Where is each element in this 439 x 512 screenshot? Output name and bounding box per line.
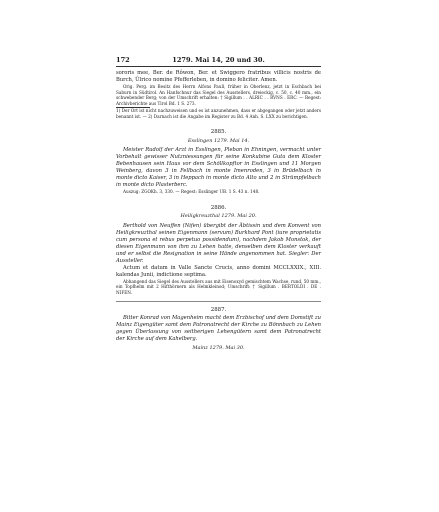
footnotes: 1) Der Ort ist nicht nachzuweisen und es ist anzunehmen, dass er abgegangen oder jetzt anders benannt ist. — 2) Darnach ist die Angabe im Register zu Bd. 4 Anh. S. LXX zu berichtigen. bbox=[116, 108, 321, 119]
page-number: 172 bbox=[116, 56, 130, 64]
entry-summary: Berthold von Neuffen (Nifen) übergibt der Äbtissin und dem Konvent von Heiligkreuzthal seinen Eigenmann (servum) Burkhard Pont (iure proprietatis cum persona et rebus perpetuo possidendum), nachdem Jakob Monstok, der diesen Eigenmann von ihm zu Lehen hatte, denselben dem Kloster verkauft und er selbst die Resignation in seine Hände angenommen hat. Siegler: Der Aussteller. bbox=[116, 222, 321, 264]
entry-text: Actum et datum in Valle Sancte Crucis, anno domini MCCLXXIX., XIII. kalendas Junii, indictione septima. bbox=[116, 264, 321, 278]
continued-charter-text: sororis mee, Ber. de Rôwon, Ber. et Swiggero fratribus villicis nostris de Burch, Ûlrico nomine Pfefferleben, in domino feliciter. Amen. bbox=[116, 70, 321, 83]
archival-note: Orig. Perg. im Besitz des Herrn Alfons Paull, früher in Oberlenz, jetzt in Eschbach bei Saburn in Südtirol. An Hanfschnur das Siegel des Ausstellers, dreieckig, c. 50, c. 40 mm., ein schwebender Berg; von der Umschrift erhalten: † Sigillum . . ALRIC . . RVNS . ERC. — Regest: Archivberichte aus Tirol Bd. 1 S. 273. bbox=[116, 84, 321, 106]
entry-number: 2885. bbox=[210, 129, 227, 135]
section-divider bbox=[116, 301, 321, 302]
entry-dateline: Heiligkreuzthal 1279. Mai 20. bbox=[180, 213, 257, 219]
running-title: 1279. Mai 14, 20 und 30. bbox=[172, 56, 265, 64]
entry-dateline: Mainz 1279. Mai 30. bbox=[192, 344, 245, 351]
entry-summary: Meister Rudolf der Arzt in Esslingen, Pleban in Ehningen, vermacht unter Vorbehalt gewisser Nutzniessungen für seine Konkubine Guta dem Kloster Bebenhausen sein Haus vor dem Schöllkopftor in Esslingen und 11 Morgen Weinberg, davon 3 in Fellbach in monte Imenroden, 3 in Brüdelbach in monte dicto Kaiser, 3 in Heppach in monte dicto Alto und 2 in Strümpfelbach in monte dicto Plasterberc. bbox=[116, 147, 321, 188]
page-body bbox=[116, 70, 321, 354]
entry-summary: Bitter Konrad von Magenheim macht dem Erzbischof und dem Domstift zu Mainz Eigengüter samt dem Patronatrecht der Kirche zu Bönnbach zu Lehen gegen Überlassung von seitherigen Lehengütern samt dem Patronatrecht der Kirche auf dem Kahelberg. bbox=[116, 315, 321, 342]
page-header bbox=[116, 56, 321, 66]
entry-number: 2887. bbox=[210, 307, 227, 313]
entry-note: Abhangend das Siegel des Ausstellers aus mit Eisenoxyd gemischtem Wachse, rund, 50 mm., ein Topfhelm mit 2 Hifthörnern als Helmkleinod; Umschrift: † Sigillum . BERTOLDI . DE . NIFEN. bbox=[116, 278, 321, 295]
entry-note: Auszug: ZGOKh. 3, 330. — Regest: Esslinger UB. 1 S. 43 n. 148. bbox=[123, 189, 260, 194]
entry-dateline: Esslingen 1279. Mai 14. bbox=[187, 137, 250, 144]
header-rule bbox=[116, 66, 321, 67]
entry-number: 2886. bbox=[210, 204, 227, 211]
